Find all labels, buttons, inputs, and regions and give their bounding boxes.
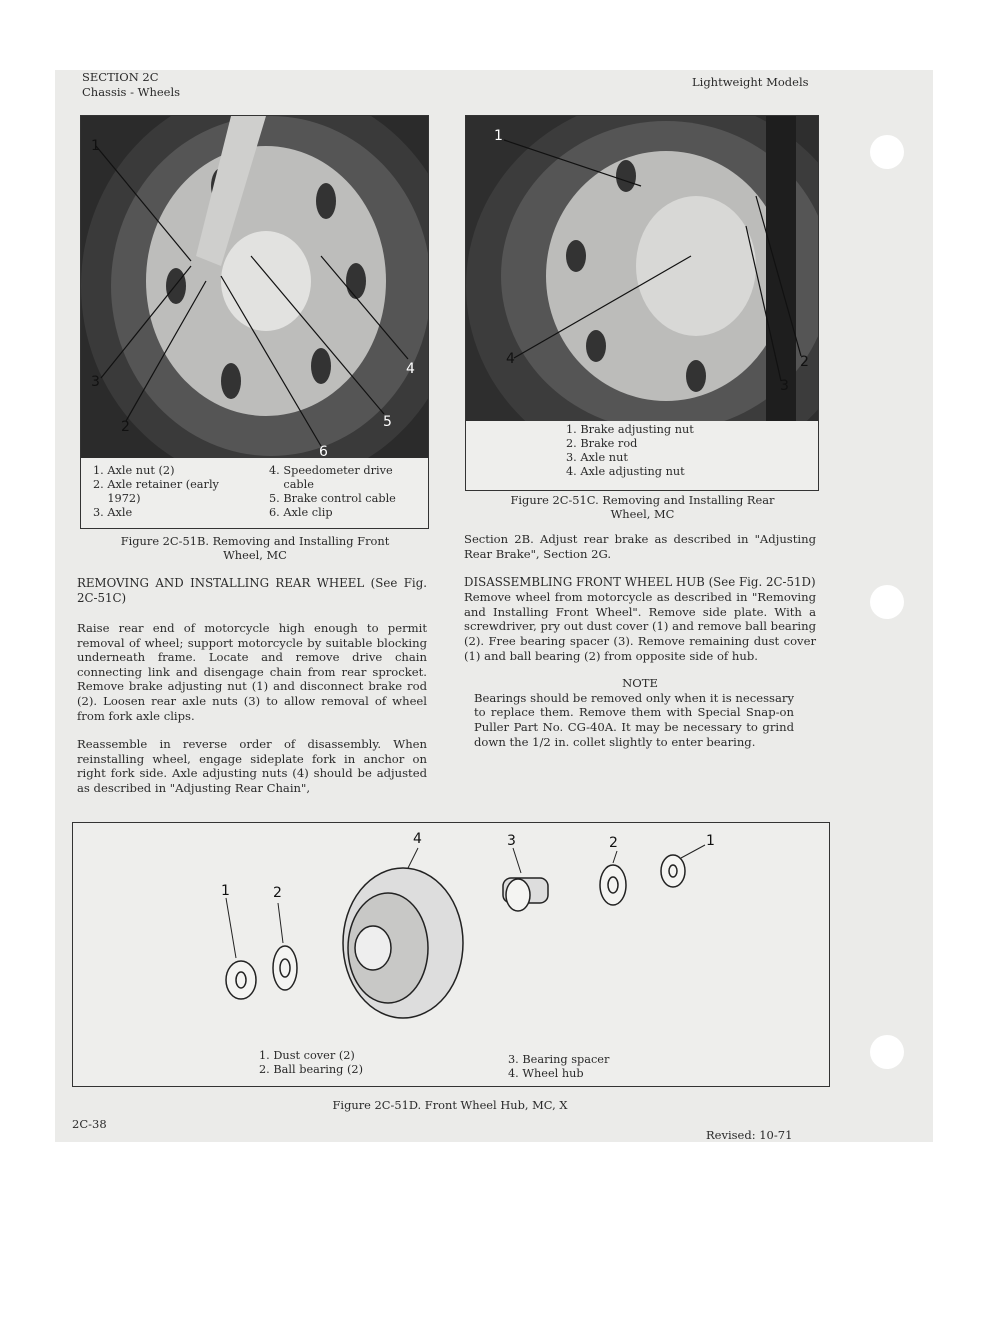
figure-c-legend <box>566 423 694 479</box>
caption-line: Wheel, MC <box>610 507 675 521</box>
callout-4: 4 <box>406 361 415 377</box>
figure-2c-51b <box>80 115 429 529</box>
caption-line: Figure 2C-51C. Removing and Installing Rear <box>510 493 775 507</box>
section-heading: DISASSEMBLING FRONT WHEEL HUB (See Fig. 2C-51D) <box>464 575 816 590</box>
caption-line: Figure 2C-51B. Removing and Installing Front <box>120 534 390 548</box>
figure-d-legend-left <box>259 1049 363 1077</box>
legend-item: 4. Wheel hub <box>508 1067 584 1080</box>
figure-c-caption <box>465 493 820 521</box>
callout-4: 4 <box>413 831 422 847</box>
callout-3: 3 <box>780 378 789 394</box>
legend-item: 1. Axle nut (2) <box>93 464 175 477</box>
caption-line: Wheel, MC <box>223 548 287 562</box>
subsection-label: Chassis - Wheels <box>82 85 181 99</box>
legend-item: 1972) <box>93 492 141 505</box>
page-number: 2C-38 <box>72 1117 107 1131</box>
callout-1: 1 <box>221 883 230 899</box>
legend-item: 2. Axle retainer (early <box>93 478 219 491</box>
legend-item: 3. Axle nut <box>566 451 628 464</box>
figure-2c-51c <box>465 115 819 491</box>
revision-date: Revised: 10-71 <box>706 1128 793 1142</box>
punch-hole <box>870 585 904 619</box>
legend-item: 4. Speedometer drive <box>269 464 393 477</box>
left-column <box>77 576 427 796</box>
paragraph: Raise rear end of motorcycle high enough to permit removal of wheel; support motorcycle by suitable blocking underneath frame. Locate and remove drive chain connecting link and disengage chain from rear sprocket. Remove brake adjusting nut (1) and disconnect brake rod (2). Loosen rear axle nuts (3) to allow removal of wheel from fork axle clips. <box>77 621 427 723</box>
callout-1: 1 <box>494 128 503 144</box>
callout-5: 5 <box>383 414 392 430</box>
section-header <box>82 70 180 100</box>
callout-4: 4 <box>506 351 515 367</box>
callout-1: 1 <box>91 138 100 154</box>
callout-3: 3 <box>91 374 100 390</box>
legend-item: cable <box>269 478 314 491</box>
rear-wheel-photo <box>466 116 818 421</box>
section-heading: REMOVING AND INSTALLING REAR WHEEL (See Fig. 2C-51C) <box>77 576 427 605</box>
callout-2: 2 <box>609 835 618 851</box>
figure-b-caption <box>80 534 430 562</box>
legend-item: 1. Brake adjusting nut <box>566 423 694 436</box>
figure-b-legend-right <box>269 464 396 520</box>
callout-3: 3 <box>507 833 516 849</box>
figure-d-legend-right <box>508 1053 609 1081</box>
legend-item: 1. Dust cover (2) <box>259 1049 355 1062</box>
legend-item: 3. Bearing spacer <box>508 1053 610 1066</box>
legend-item: 2. Ball bearing (2) <box>259 1063 363 1076</box>
models-label: Lightweight Models <box>692 75 809 89</box>
front-wheel-photo <box>81 116 428 458</box>
callout-2: 2 <box>273 885 282 901</box>
legend-item: 4. Axle adjusting nut <box>566 465 685 478</box>
figure-d-caption: Figure 2C-51D. Front Wheel Hub, MC, X <box>332 1098 568 1112</box>
callout-2: 2 <box>800 354 809 370</box>
right-column <box>464 532 816 749</box>
callout-6: 6 <box>319 444 328 460</box>
legend-item: 2. Brake rod <box>566 437 638 450</box>
punch-hole <box>870 1035 904 1069</box>
figure-b-legend-left <box>93 464 219 520</box>
legend-item: 6. Axle clip <box>269 506 333 519</box>
legend-item: 3. Axle <box>93 506 133 519</box>
callout-1: 1 <box>706 833 715 849</box>
paragraph: Reassemble in reverse order of disassembly. When reinstalling wheel, engage sideplate fork in anchor on right fork side. Axle adjusting nuts (4) should be adjusted as described in "Adjusting Rear Chain", <box>77 737 427 795</box>
paragraph: Remove wheel from motorcycle as described in "Removing and Installing Front Wheel". Remove side plate. With a screwdriver, pry out dust cover (1) and remove ball bearing (2). Free bearing spacer (3). Remove remaining dust cover (1) and ball bearing (2) from opposite side of hub. <box>464 590 816 663</box>
legend-item: 5. Brake control cable <box>269 492 396 505</box>
section-label: SECTION 2C <box>82 70 159 84</box>
note-title: NOTE <box>622 676 658 691</box>
callout-2: 2 <box>121 419 130 435</box>
punch-hole <box>870 135 904 169</box>
figure-2c-51d <box>72 822 830 1087</box>
note-text: Bearings should be removed only when it is necessary to replace them. Remove them with Special Snap-on Puller Part No. CG-40A. It may be necessary to grind down the 1/2 in. collet slightly to enter bearing. <box>474 690 794 749</box>
hub-exploded-diagram <box>73 823 829 1038</box>
paragraph: Section 2B. Adjust rear brake as described in "Adjusting Rear Brake", Section 2G. <box>464 532 816 561</box>
